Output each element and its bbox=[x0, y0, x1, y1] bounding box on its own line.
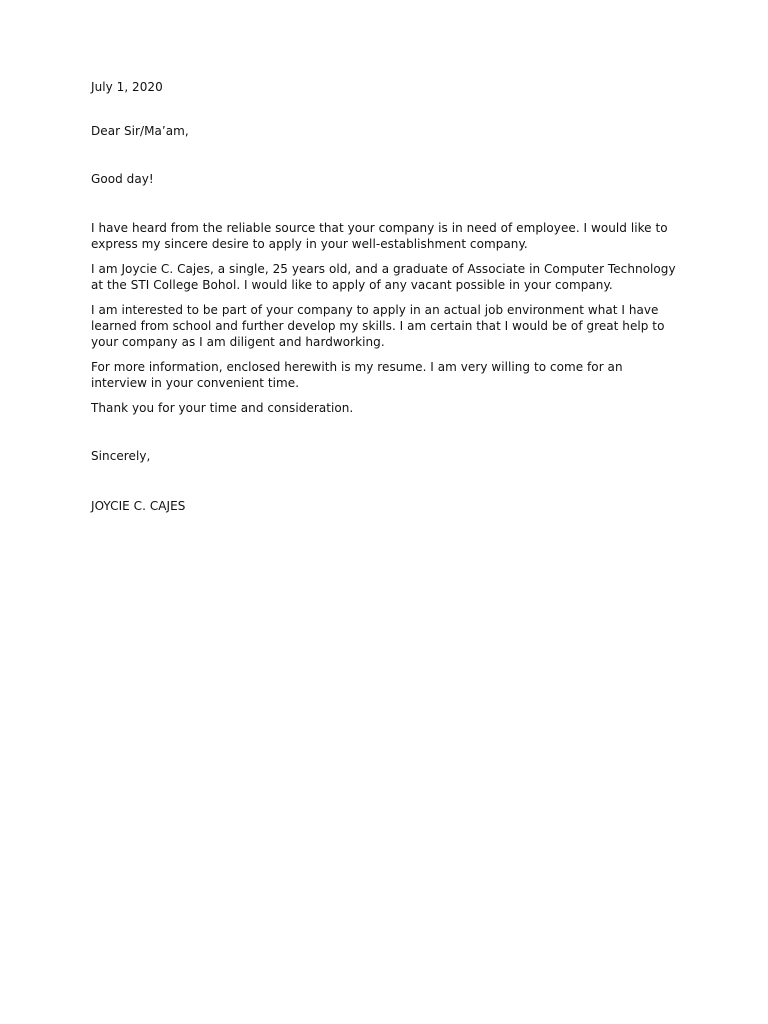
paragraph-line: your company as I am diligent and hardworking. bbox=[91, 335, 385, 349]
paragraph-line: learned from school and further develop my skills. I am certain that I would be of great help to bbox=[91, 319, 665, 333]
paragraph-line: For more information, enclosed herewith is my resume. I am very willing to come for an bbox=[91, 360, 623, 374]
paragraph-line: I have heard from the reliable source that your company is in need of employee. I would like to bbox=[91, 221, 668, 235]
paragraph-line: interview in your convenient time. bbox=[91, 376, 300, 390]
body-paragraph-3 bbox=[91, 302, 691, 350]
letter-signature: JOYCIE C. CAJES bbox=[91, 499, 186, 513]
body-paragraph-2 bbox=[91, 261, 691, 293]
letter-greeting: Good day! bbox=[91, 172, 154, 186]
cover-letter bbox=[91, 79, 691, 514]
paragraph-line: I am interested to be part of your company to apply in an actual job environment what I have bbox=[91, 303, 659, 317]
paragraph-line: express my sincere desire to apply in your well-establishment company. bbox=[91, 237, 528, 251]
body-paragraph-1 bbox=[91, 220, 691, 252]
letter-date: July 1, 2020 bbox=[91, 80, 163, 94]
paragraph-line: Thank you for your time and consideration. bbox=[91, 401, 354, 415]
paragraph-line: I am Joycie C. Cajes, a single, 25 years old, and a graduate of Associate in Computer Technology bbox=[91, 262, 676, 276]
body-paragraph-5 bbox=[91, 400, 691, 416]
letter-closing: Sincerely, bbox=[91, 449, 151, 463]
body-paragraph-4 bbox=[91, 359, 691, 391]
letter-salutation: Dear Sir/Ma’am, bbox=[91, 124, 189, 138]
paragraph-line: at the STI College Bohol. I would like to apply of any vacant possible in your company. bbox=[91, 278, 613, 292]
